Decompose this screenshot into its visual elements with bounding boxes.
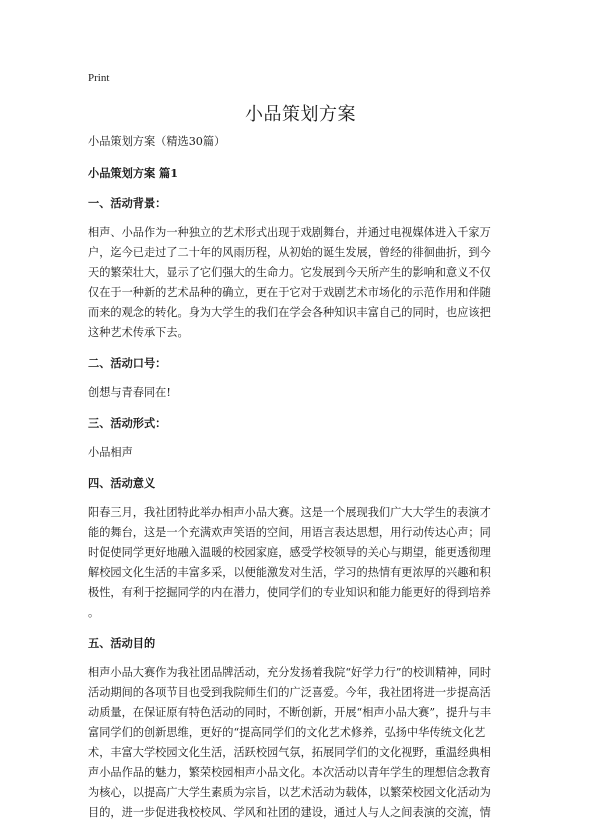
section-heading-background: 一、活动背景： <box>88 196 167 210</box>
text-line: 时促使同学更好地融入温暖的校园家庭，感受学校领导的关心与期望，能更透彻理 <box>88 546 491 559</box>
text-line: 小品相声 <box>88 446 133 459</box>
section-heading-slogan: 二、活动口号： <box>88 356 167 370</box>
text-line: 能的舞台，这是一个充满欢声笑语的空间，用语言表达思想，用行动传达心声；同 <box>88 526 491 539</box>
text-line: 而来的观念的转化。身为大学生的我们在学会各种知识丰富自己的同时，也应该把 <box>88 306 491 319</box>
text-line: 声小品作品的魅力，繁荣校园相声小品文化。本次活动以青年学生的理想信念教育 <box>88 766 491 779</box>
section-heading-format: 三、活动形式： <box>88 416 167 430</box>
text-line: 这种艺术传承下去。 <box>88 326 189 339</box>
text-line: 动质量，在保证原有特色活动的同时，不断创新，开展“相声小品大赛”，提升与丰 <box>88 706 492 719</box>
document-body <box>88 132 513 833</box>
section-body-format <box>88 443 513 463</box>
article-heading: 小品策划方案 篇1 <box>88 166 178 180</box>
section-heading-significance: 四、活动意义 <box>88 476 156 490</box>
document-subtitle: 小品策划方案（精选30篇） <box>88 135 226 148</box>
section-body-background <box>88 223 513 343</box>
text-line: 为核心，以提高广大学生素质为宗旨，以艺术活动为载体，以繁荣校园文化活动为 <box>88 786 491 799</box>
print-label: Print <box>88 72 110 84</box>
text-line: 相声、小品作为一种独立的艺术形式出现于戏剧舞台，并通过电视媒体进入千家万 <box>88 226 491 239</box>
document-title: 小品策划方案 <box>245 104 356 125</box>
text-line: 目的，进一步促进我校校风、学风和社团的建设，通过人与人之间表演的交流，情 <box>88 806 491 819</box>
text-line: 活动期间的各项节目也受到我院师生们的广泛喜爱。今年，我社团将进一步提高活 <box>88 686 491 699</box>
text-line: 。 <box>88 606 100 619</box>
section-body-purpose <box>88 663 513 823</box>
text-line: 阳春三月，我社团特此举办相声小品大赛。这是一个展现我们广大大学生的表演才 <box>88 506 491 519</box>
text-line: 仅在于一种新的艺术品种的确立，更在于它对于戏剧艺术市场化的示范作用和伴随 <box>88 286 491 299</box>
section-body-significance <box>88 503 513 623</box>
text-line: 极性，有利于挖掘同学的内在潜力，使同学们的专业知识和能力能更好的得到培养 <box>88 586 491 599</box>
text-line: 相声小品大赛作为我社团品牌活动，充分发扬着我院“好学力行”的校训精神，同时 <box>88 666 492 679</box>
text-line: 创想与青春同在! <box>88 386 171 399</box>
text-line: 术，丰富大学校园文化生活，活跃校园气氛，拓展同学们的文化视野，重温经典相 <box>88 746 491 759</box>
text-line: 解校园文化生活的丰富多采，以便能激发对生活，学习的热情有更浓厚的兴趣和积 <box>88 566 491 579</box>
text-line: 户，迄今已走过了二十年的风雨历程，从初始的诞生发展，曾经的徘徊曲折，到今 <box>88 246 491 259</box>
section-body-slogan <box>88 383 513 403</box>
text-line: 天的繁荣壮大，显示了它们强大的生命力。它发展到今天所产生的影响和意义不仅 <box>88 266 491 279</box>
section-heading-purpose: 五、活动目的 <box>88 636 156 650</box>
text-line: 富同学们的创新思维，更好的“提高同学们的文化艺术修养，弘扬中华传统文化艺 <box>88 726 486 739</box>
